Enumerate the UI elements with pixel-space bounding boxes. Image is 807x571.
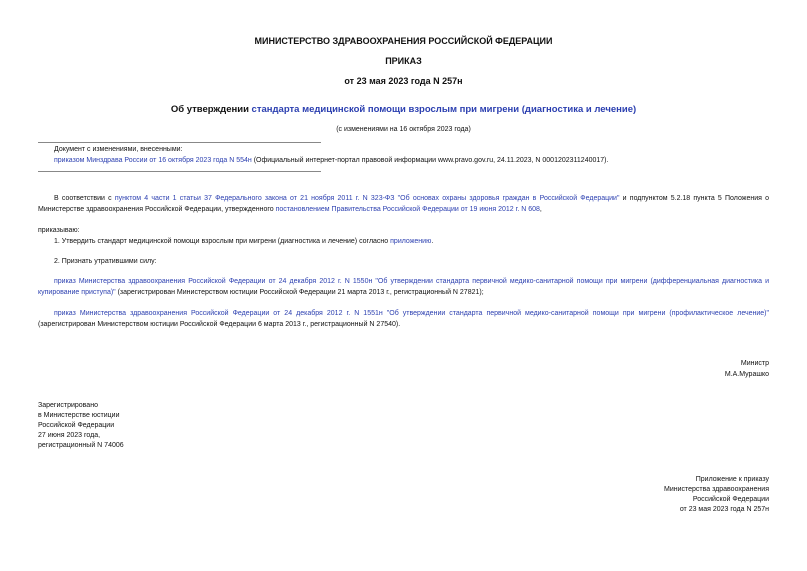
amendment-order-link[interactable]: приказом Минздрава России от 16 октября 2023 года N 554н [54, 157, 252, 164]
government-decree-link[interactable]: постановлением Правительства Российской Федерации от 19 июня 2012 г. N 608 [275, 206, 540, 213]
ministry-heading: МИНИСТЕРСТВО ЗДРАВООХРАНЕНИЯ РОССИЙСКОЙ ФЕДЕРАЦИИ [254, 36, 553, 46]
preamble-text-1: В соответствии с [54, 195, 115, 202]
registration-line-3: Российской Федерации [38, 422, 115, 429]
document-title [0, 104, 807, 115]
amendments-bottom-divider [38, 171, 321, 172]
appendix-line-2: Министерства здравоохранения [664, 486, 769, 493]
signature-position: Министр [740, 360, 769, 367]
repealed-order-1550n-link[interactable]: приказ Министерства здравоохранения Российской Федерации от 24 декабря 2012 г. N 1550н "Об утверждении стандарта первичной медико-санитарной помощи при мигрени (дифференциальная диагностика и купирование приступа)" [38, 278, 769, 296]
appendix-line-4: от 23 мая 2023 года N 257н [679, 506, 769, 513]
doc-type-heading: ПРИКАЗ [385, 56, 422, 66]
item-1-text: 1. Утвердить стандарт медицинской помощи взрослым при мигрени (диагностика и лечение) согласно [54, 238, 391, 245]
item-1 [54, 236, 769, 247]
amendments-line [54, 155, 774, 166]
repeal-paragraph-2 [38, 308, 769, 330]
preamble-paragraph [38, 193, 769, 215]
appendix-line-1: Приложение к приказу [695, 476, 769, 483]
standard-link[interactable]: стандарта медицинской помощи взрослым при мигрени (диагностика и лечение) [251, 104, 637, 115]
registration-line-4: 27 июня 2023 года, [38, 432, 101, 439]
registration-line-5: регистрационный N 74006 [38, 442, 124, 449]
amendments-top-divider [38, 142, 321, 143]
registration-line-2: в Министерстве юстиции [38, 412, 120, 419]
appendix-line-3: Российской Федерации [692, 496, 769, 503]
item-2: 2. Признать утратившими силу: [54, 258, 157, 265]
order-date-number: от 23 мая 2023 года N 257н [344, 76, 463, 86]
title-prefix: Об утверждении [170, 104, 252, 115]
amendments-intro: Документ с изменениями, внесенными: [54, 146, 183, 153]
amendment-publication: (Официальный интернет-портал правовой информации www.pravo.gov.ru, 24.11.2023, N 0001202311240017). [251, 157, 609, 164]
repeal-1-registration: (зарегистрирован Министерством юстиции Российской Федерации 21 марта 2013 г., регистрационный N 27821); [115, 289, 484, 296]
revision-note: (с изменениями на 16 октября 2023 года) [336, 126, 471, 133]
item-1-end: . [431, 238, 434, 245]
signature-name: М.А.Мурашко [724, 371, 769, 378]
repeal-paragraph-1 [38, 276, 769, 298]
preamble-text-2: и подпунктом 5.2.18 пункта 5 Положения о Министерстве здравоохранения Российской Федерации, утвержденного [38, 195, 770, 213]
order-word: приказываю: [38, 227, 80, 234]
preamble-text-3: , [539, 206, 542, 213]
registration-line-1: Зарегистрировано [38, 402, 98, 409]
appendix-link[interactable]: приложению [390, 238, 432, 245]
repealed-order-1551n-link[interactable]: приказ Министерства здравоохранения Российской Федерации от 24 декабря 2012 г. N 1551н "Об утверждении стандарта первичной медико-санитарной помощи при мигрени (профилактическое лечение)" [54, 310, 769, 317]
federal-law-link[interactable]: пунктом 4 части 1 статьи 37 Федерального закона от 21 ноября 2011 г. N 323-ФЗ "Об основах охраны здоровья граждан в Российской Федерации" [114, 195, 620, 202]
repeal-2-registration: (зарегистрирован Министерством юстиции Российской Федерации 6 марта 2013 г., регистрационный N 27540). [38, 321, 401, 328]
